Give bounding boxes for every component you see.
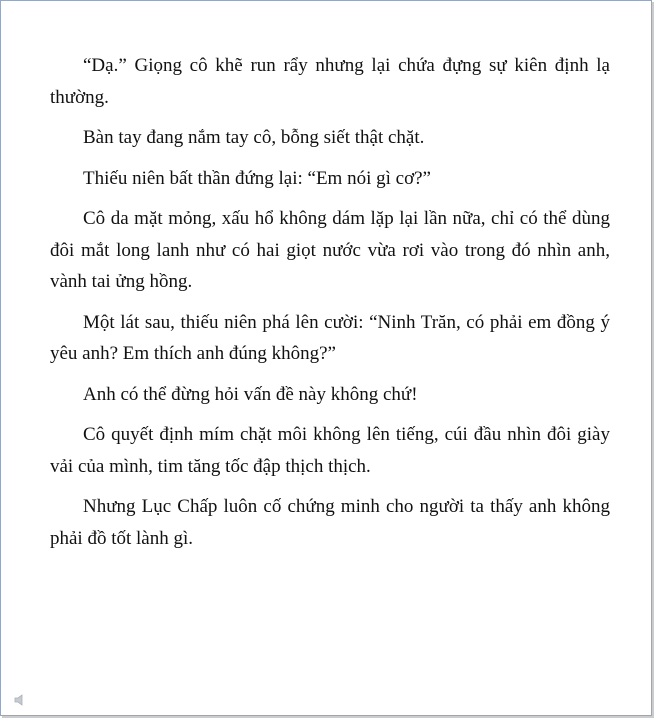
document-body bbox=[50, 50, 610, 563]
paragraph-6: Anh có thể đừng hỏi vấn đề này không chứ! bbox=[83, 383, 418, 405]
speaker-icon[interactable] bbox=[14, 693, 28, 707]
paragraph-1: “Dạ.” Giọng cô khẽ run rẩy nhưng lại chứa đựng sự kiên định lạ thường. bbox=[50, 55, 610, 108]
paragraph-2: Bàn tay đang nắm tay cô, bỗng siết thật chặt. bbox=[83, 127, 425, 148]
paragraph-7: Cô quyết định mím chặt môi không lên tiếng, cúi đầu nhìn đôi giày vải của mình, tim tăng tốc đập thịch thịch. bbox=[50, 424, 610, 477]
paragraph-4: Cô da mặt mỏng, xấu hổ không dám lặp lại lần nữa, chỉ có thể dùng đôi mắt long lanh như có hai giọt nước vừa rơi vào trong đó nhìn anh, vành tai ửng hồng. bbox=[50, 208, 610, 292]
paragraph-5: Một lát sau, thiếu niên phá lên cười: “Ninh Trăn, có phải em đồng ý yêu anh? Em thích anh đúng không?” bbox=[50, 311, 610, 364]
paragraph-8: Nhưng Lục Chấp luôn cố chứng minh cho người ta thấy anh không phải đồ tốt lành gì. bbox=[50, 496, 610, 549]
paragraph-3: Thiếu niên bất thần đứng lại: “Em nói gì cơ?” bbox=[83, 167, 431, 189]
